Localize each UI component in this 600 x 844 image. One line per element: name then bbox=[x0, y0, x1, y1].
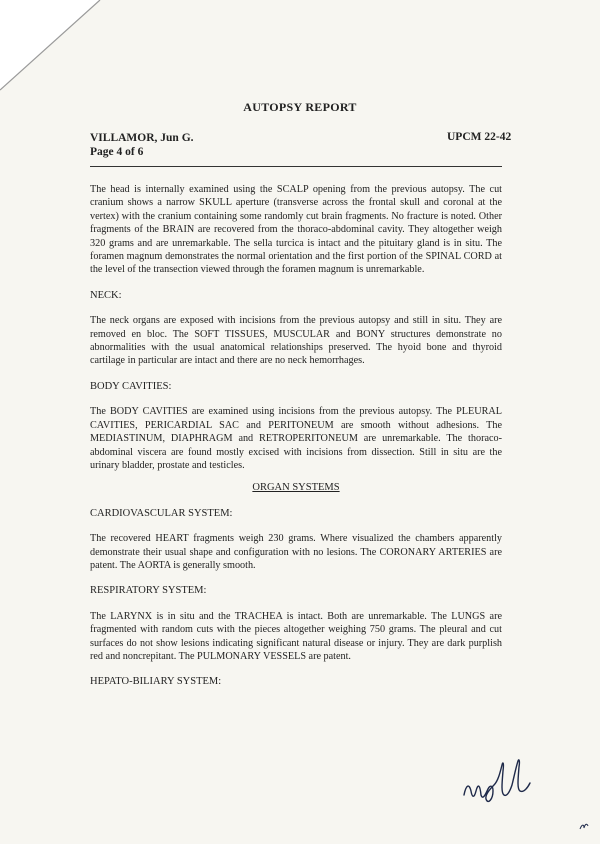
patient-name: VILLAMOR, Jun G. bbox=[90, 132, 194, 144]
header-divider bbox=[90, 166, 502, 167]
page-corner-fold bbox=[0, 0, 110, 100]
page-number: Page 4 of 6 bbox=[90, 146, 144, 158]
body-cavities-heading: BODY CAVITIES: bbox=[90, 380, 172, 392]
neck-paragraph: The neck organs are exposed with incisions from the previous autopsy and still in situ. They are removed en bloc. The SOFT TISSUES, MUSCULAR and BONY structures demonstrate no abnormalities with the usual anatomical relationships preserved. The hyoid bone and thyroid cartilage in particular are intact and there are no neck hemorrhages. bbox=[90, 315, 502, 367]
report-title: AUTOPSY REPORT bbox=[243, 100, 357, 114]
respiratory-paragraph: The LARYNX is in situ and the TRACHEA is intact. Both are unremarkable. The LUNGS are fragmented with random cuts with the pieces altogether weighing 750 grams. The pleural and cut surfaces do not show lesions indicating significant natural disease or injury. They are dark purplish red and noncrepitant. The PULMONARY VESSELS are patent. bbox=[90, 610, 502, 662]
body-cavities-paragraph: The BODY CAVITIES are examined using incisions from the previous autopsy. The PLEURAL CAVITIES, PERICARDIAL SAC and PERITONEUM are smooth without adhesions. The MEDIASTINUM, DIAPHRAGM and RETROPERITONEUM are unremarkable. The thoraco-abdominal viscera are found mostly excised with incisions from dissection. Still in situ are the urinary bladder, prostate and testicles. bbox=[90, 406, 502, 471]
case-number: UPCM 22-42 bbox=[447, 131, 512, 143]
handwritten-signature bbox=[460, 755, 535, 810]
head-paragraph: The head is internally examined using the SCALP opening from the previous autopsy. The cut cranium shows a narrow SKULL aperture (transverse across the frontal skull and coronal at the vertex) with the cranium containing some randomly cut brain fragments. No fracture is noted. Other fragments of the BRAIN are recovered from the thoraco-abdominal cavity. They altogether weigh 320 grams and are unremarkable. The sella turcica is intact and the pituitary gland is in situ. The foramen magnum demonstrates the normal orientation and the first portion of the SPINAL CORD at the level of the transection viewed through the foramen magnum is unremarkable. bbox=[90, 184, 502, 276]
page-corner-mark bbox=[578, 820, 590, 832]
header-left bbox=[90, 131, 194, 159]
cardiovascular-paragraph: The recovered HEART fragments weigh 230 grams. Where visualized the chambers apparently demonstrate their usual shape and configuration with no lesions. The CORONARY ARTERIES are patent. The AORTA is generally smooth. bbox=[90, 533, 502, 571]
organ-systems-heading: ORGAN SYSTEMS bbox=[252, 482, 340, 494]
cardiovascular-heading: CARDIOVASCULAR SYSTEM: bbox=[90, 507, 233, 519]
report-body bbox=[90, 183, 502, 701]
respiratory-heading: RESPIRATORY SYSTEM: bbox=[90, 585, 207, 597]
hepato-biliary-heading: HEPATO-BILIARY SYSTEM: bbox=[90, 676, 222, 688]
neck-heading: NECK: bbox=[90, 289, 122, 301]
